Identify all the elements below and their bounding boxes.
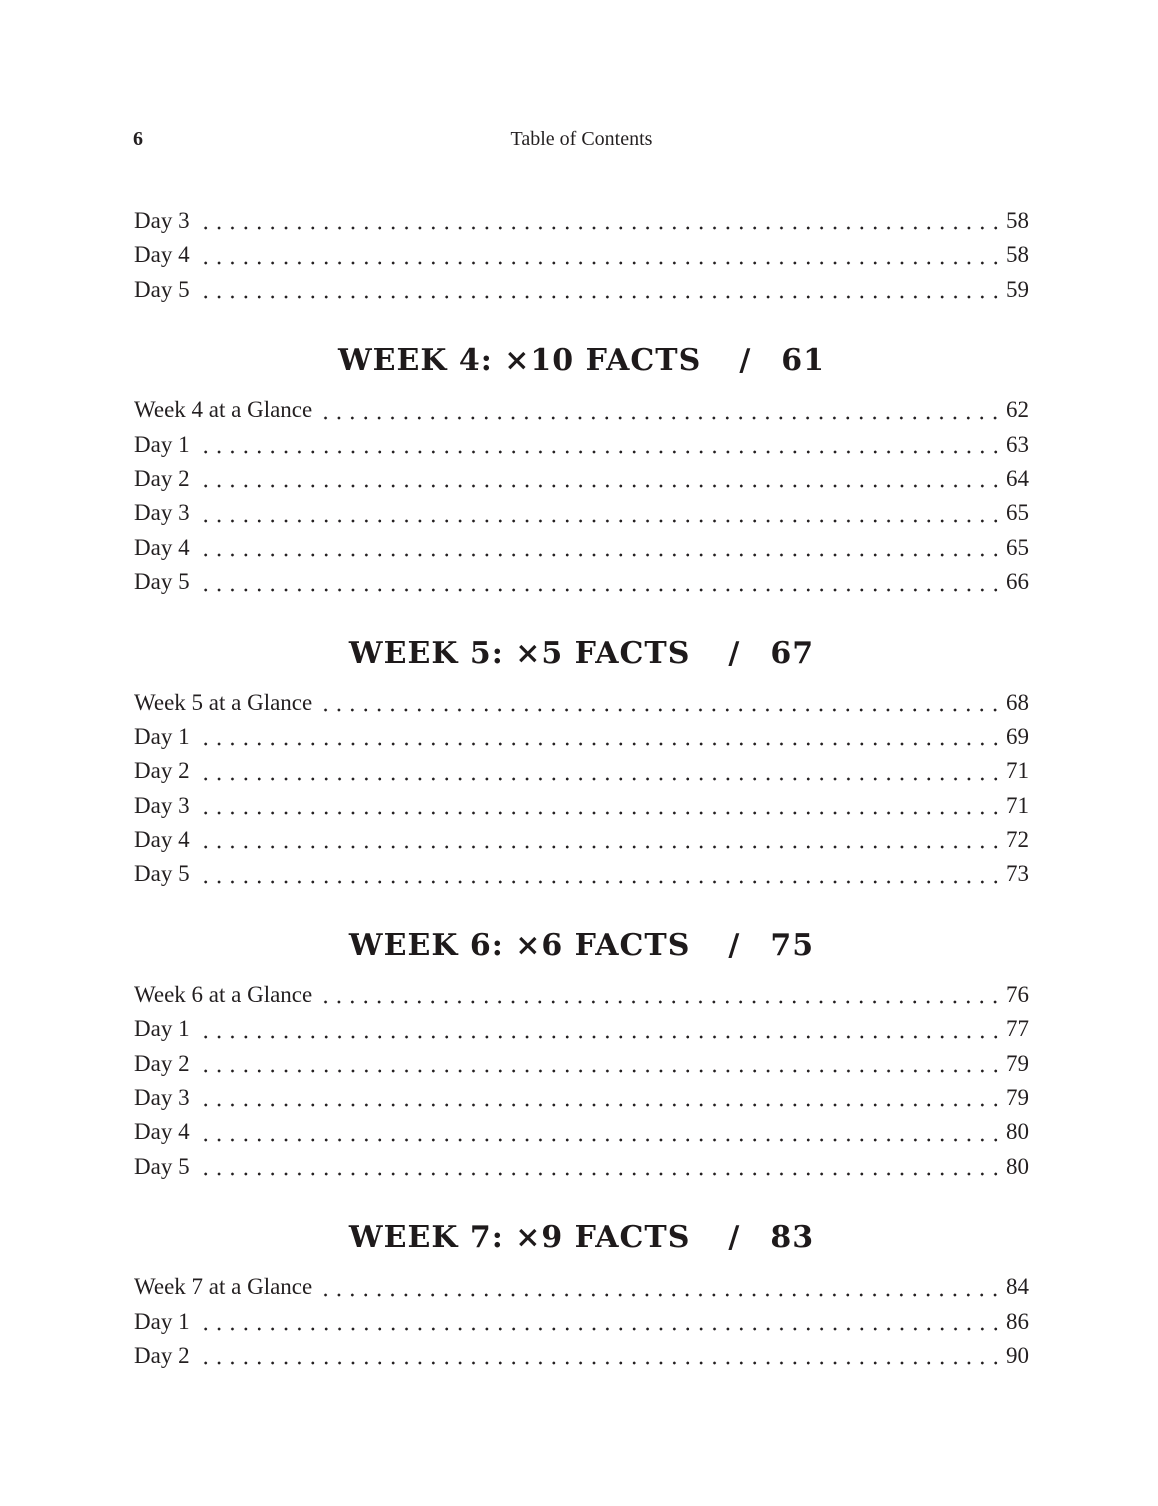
entry-label: Day 2 (134, 1050, 190, 1076)
toc-entry[interactable] (134, 857, 1029, 891)
toc-entry[interactable] (134, 978, 1029, 1012)
entry-page: 79 (1006, 1085, 1029, 1111)
section-title: WEEK 7: ×9 FACTS (348, 1220, 691, 1256)
entry-label: Day 5 (134, 276, 190, 302)
separator: / (728, 635, 741, 671)
entry-label: Day 2 (134, 758, 190, 784)
entry-label: Day 1 (134, 1308, 190, 1334)
section-page: 83 (770, 1220, 815, 1256)
toc-entry[interactable] (134, 428, 1029, 462)
toc-entry[interactable] (134, 273, 1029, 307)
entry-page: 59 (1006, 276, 1029, 302)
entry-label: Day 1 (134, 431, 190, 457)
section-page: 61 (781, 343, 826, 379)
entry-label: Day 5 (134, 861, 190, 887)
toc-entry[interactable] (134, 789, 1029, 823)
toc-entry[interactable] (134, 720, 1029, 754)
dot-leader (196, 823, 1002, 857)
toc-entry[interactable] (134, 393, 1029, 427)
toc-entry[interactable] (134, 496, 1029, 530)
entry-label: Day 3 (134, 500, 190, 526)
toc-entry[interactable] (134, 204, 1029, 238)
toc-entry[interactable] (134, 1081, 1029, 1115)
entry-page: 80 (1006, 1153, 1029, 1179)
entry-label: Day 2 (134, 1342, 190, 1368)
dot-leader (196, 1081, 1002, 1115)
dot-leader (196, 1115, 1002, 1149)
table-of-contents (134, 204, 1029, 1373)
toc-entry[interactable] (134, 1305, 1029, 1339)
entry-label: Day 1 (134, 1016, 190, 1042)
dot-leader (196, 857, 1002, 891)
page-number: 6 (133, 128, 143, 150)
dot-leader (196, 238, 1002, 272)
entry-label: Week 4 at a Glance (134, 397, 313, 423)
entry-page: 58 (1006, 208, 1029, 233)
separator: / (728, 927, 741, 963)
entry-page: 58 (1006, 242, 1029, 268)
section-heading[interactable] (134, 1213, 1029, 1263)
entry-label: Day 4 (134, 827, 190, 853)
separator: / (728, 1220, 741, 1256)
toc-entry[interactable] (134, 238, 1029, 272)
entry-label: Day 5 (134, 569, 190, 595)
entry-page: 77 (1006, 1016, 1029, 1042)
toc-entry[interactable] (134, 565, 1029, 599)
toc-entry[interactable] (134, 1115, 1029, 1149)
dot-leader (196, 273, 1002, 307)
toc-entry[interactable] (134, 823, 1029, 857)
dot-leader (196, 720, 1002, 754)
dot-leader (196, 1012, 1002, 1046)
entry-label: Day 4 (134, 534, 190, 560)
dot-leader (196, 1305, 1002, 1339)
entry-label: Day 3 (134, 792, 190, 818)
toc-entry[interactable] (134, 462, 1029, 496)
toc-entry[interactable] (134, 1012, 1029, 1046)
entry-page: 64 (1006, 465, 1029, 491)
toc-entry[interactable] (134, 1047, 1029, 1081)
dot-leader (196, 496, 1002, 530)
toc-entry[interactable] (134, 531, 1029, 565)
toc-entry[interactable] (134, 1270, 1029, 1304)
entry-page: 71 (1006, 792, 1029, 818)
dot-leader (196, 565, 1002, 599)
entry-label: Day 4 (134, 242, 190, 268)
section-heading[interactable] (134, 336, 1029, 386)
section-page: 75 (770, 927, 815, 963)
entry-page: 65 (1006, 500, 1029, 526)
entry-page: 73 (1006, 861, 1029, 887)
entry-label: Week 6 at a Glance (134, 981, 313, 1007)
entry-page: 71 (1006, 758, 1029, 784)
entry-page: 76 (1006, 981, 1029, 1007)
entry-label: Week 5 at a Glance (134, 689, 313, 715)
section-title: WEEK 5: ×5 FACTS (348, 635, 691, 671)
entry-page: 69 (1006, 723, 1029, 749)
entry-label: Day 2 (134, 465, 190, 491)
section-heading[interactable] (134, 921, 1029, 971)
section-heading[interactable] (134, 629, 1029, 679)
toc-entry[interactable] (134, 686, 1029, 720)
dot-leader (196, 1150, 1002, 1184)
entry-page: 62 (1006, 397, 1029, 423)
entry-label: Day 5 (134, 1153, 190, 1179)
entry-page: 65 (1006, 534, 1029, 560)
dot-leader (318, 686, 1002, 720)
entry-page: 79 (1006, 1050, 1029, 1076)
entry-page: 63 (1006, 431, 1029, 457)
entry-label: Week 7 at a Glance (134, 1274, 313, 1300)
entry-page: 84 (1006, 1274, 1029, 1300)
entry-page: 86 (1006, 1308, 1029, 1334)
entry-page: 72 (1006, 827, 1029, 853)
toc-entry[interactable] (134, 1339, 1029, 1373)
toc-entry[interactable] (134, 1150, 1029, 1184)
entry-page: 68 (1006, 689, 1029, 715)
dot-leader (196, 1339, 1002, 1373)
section-title: WEEK 4: ×10 FACTS (337, 343, 702, 379)
dot-leader (196, 531, 1002, 565)
dot-leader (196, 462, 1002, 496)
separator: / (739, 343, 752, 379)
dot-leader (196, 789, 1002, 823)
running-title: Table of Contents (510, 128, 653, 150)
entry-label: Day 1 (134, 723, 190, 749)
dot-leader (196, 428, 1002, 462)
entry-page: 66 (1006, 569, 1029, 595)
toc-entry[interactable] (134, 754, 1029, 788)
entry-label: Day 3 (134, 1085, 190, 1111)
section-title: WEEK 6: ×6 FACTS (348, 927, 691, 963)
entry-page: 90 (1006, 1342, 1029, 1368)
section-page: 67 (770, 635, 815, 671)
entry-label: Day 4 (134, 1119, 190, 1145)
dot-leader (318, 1270, 1002, 1304)
dot-leader (196, 204, 1002, 238)
entry-label: Day 3 (134, 208, 190, 233)
dot-leader (318, 393, 1002, 427)
entry-page: 80 (1006, 1119, 1029, 1145)
dot-leader (318, 978, 1002, 1012)
dot-leader (196, 1047, 1002, 1081)
dot-leader (196, 754, 1002, 788)
